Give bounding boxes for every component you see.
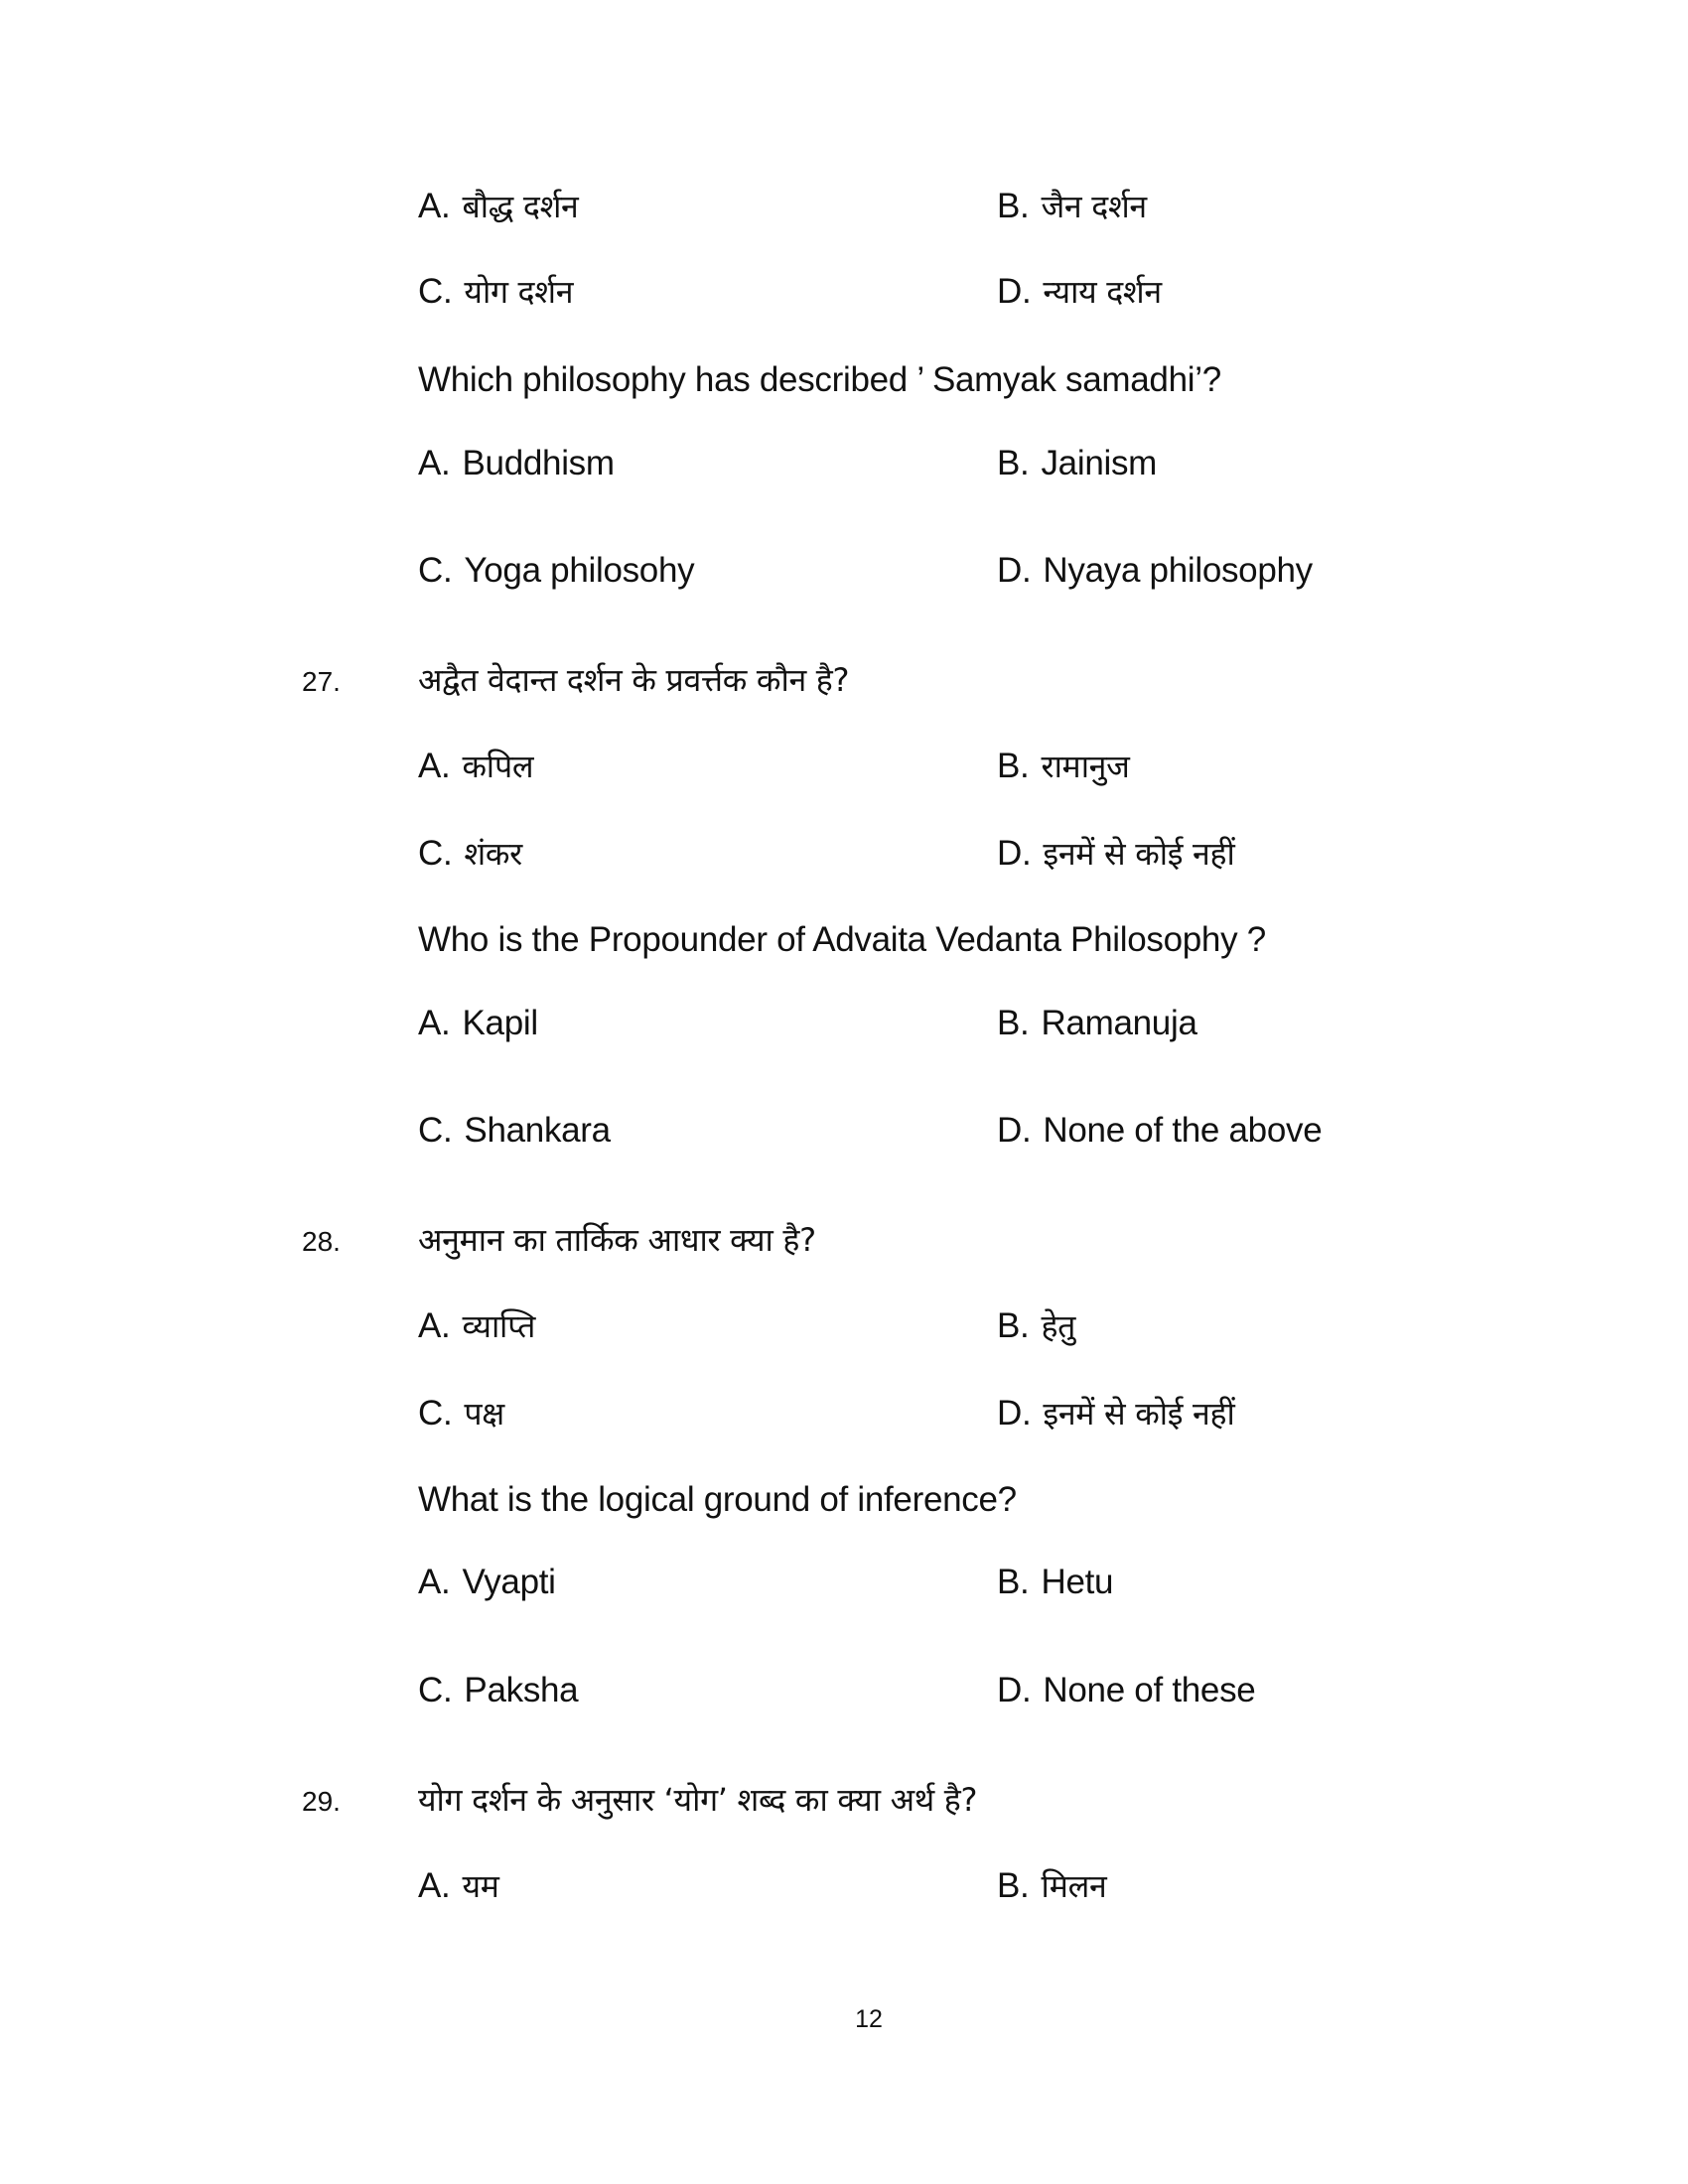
q27-english-option-d [997,1109,1322,1153]
page-number: 12 [855,2005,883,2033]
option-key: A. [418,1004,451,1042]
option-key: C. [418,551,453,590]
option-key: D. [997,551,1032,590]
option-key: B. [997,187,1030,225]
option-text: रामानुज [1041,748,1130,785]
q26-english-question: Which philosophy has described ’ Samyak samadhi’? [418,360,1221,399]
q27-hindi-option-c [418,832,522,876]
option-key: B. [997,1004,1030,1042]
option-key: B. [997,1866,1030,1905]
option-key: D. [997,1671,1032,1709]
q26-hindi-option-b [997,185,1147,228]
option-key: A. [418,1306,451,1345]
option-text: Paksha [464,1671,579,1709]
option-text: Shankara [464,1111,611,1150]
question-number-28: 28. [302,1226,341,1257]
option-text: योग दर्शन [464,273,574,311]
question-number-27: 27. [302,666,341,697]
option-text: Buddhism [462,444,615,482]
option-text: कपिल [462,748,534,785]
option-text: Ramanuja [1041,1004,1197,1042]
option-text: न्याय दर्शन [1043,273,1162,311]
option-key: D. [997,834,1032,873]
q26-english-option-a [418,442,615,485]
option-key: D. [997,272,1032,311]
q27-hindi-question: अद्वैत वेदान्त दर्शन के प्रवर्त्तक कौन है? [418,661,850,699]
option-key: D. [997,1394,1032,1433]
question-number-29: 29. [302,1786,341,1817]
option-text: Yoga philosohy [464,551,695,590]
option-key: A. [418,747,451,785]
option-text: व्याप्ति [462,1307,536,1345]
q26-hindi-option-c [418,270,573,314]
q28-english-option-b [997,1561,1113,1604]
q28-english-option-c [418,1669,578,1712]
q26-english-option-c [418,549,694,593]
q26-hindi-option-a [418,185,579,228]
option-text: पक्ष [464,1395,504,1433]
option-key: A. [418,187,451,225]
option-text: None of the above [1043,1111,1323,1150]
option-key: C. [418,1111,453,1150]
q29-hindi-option-b [997,1864,1106,1908]
q26-hindi-option-d [997,270,1162,314]
option-text: None of these [1043,1671,1256,1709]
option-text: बौद्ध दर्शन [462,188,579,225]
q28-english-option-a [418,1561,556,1604]
option-text: इनमें से कोई नहीं [1043,1395,1235,1433]
q27-hindi-option-a [418,745,533,788]
option-text: Kapil [462,1004,538,1042]
option-key: A. [418,1563,451,1601]
option-text: Jainism [1041,444,1158,482]
option-key: C. [418,1671,453,1709]
q27-hindi-option-b [997,745,1130,788]
q27-english-option-b [997,1002,1197,1045]
option-key: B. [997,1563,1030,1601]
option-key: C. [418,272,453,311]
q28-hindi-question: अनुमान का तार्किक आधार क्या है? [418,1221,816,1259]
q28-english-question: What is the logical ground of inference? [418,1480,1017,1519]
option-text: Hetu [1041,1563,1114,1601]
option-key: B. [997,1306,1030,1345]
option-key: A. [418,1866,451,1905]
q28-hindi-option-d [997,1392,1234,1435]
option-key: B. [997,747,1030,785]
option-text: Vyapti [462,1563,556,1601]
q26-english-option-d [997,549,1313,593]
q27-english-option-c [418,1109,611,1153]
option-key: C. [418,1394,453,1433]
option-text: इनमें से कोई नहीं [1043,835,1235,873]
q28-english-option-d [997,1669,1255,1712]
q27-english-option-a [418,1002,538,1045]
q27-english-question: Who is the Propounder of Advaita Vedanta Philosophy ? [418,920,1266,959]
option-key: B. [997,444,1030,482]
option-text: शंकर [464,835,522,873]
q28-hindi-option-c [418,1392,504,1435]
option-text: हेतु [1041,1307,1076,1345]
q26-english-option-b [997,442,1157,485]
option-text: यम [462,1867,499,1905]
option-key: A. [418,444,451,482]
q29-hindi-option-a [418,1864,499,1908]
option-text: Nyaya philosophy [1043,551,1313,590]
q29-hindi-question: योग दर्शन के अनुसार ‘योग’ शब्द का क्या अर्थ है? [418,1781,978,1819]
q28-hindi-option-a [418,1304,535,1348]
option-key: C. [418,834,453,873]
option-text: मिलन [1041,1867,1107,1905]
q27-hindi-option-d [997,832,1234,876]
option-key: D. [997,1111,1032,1150]
q28-hindi-option-b [997,1304,1075,1348]
option-text: जैन दर्शन [1041,188,1147,225]
